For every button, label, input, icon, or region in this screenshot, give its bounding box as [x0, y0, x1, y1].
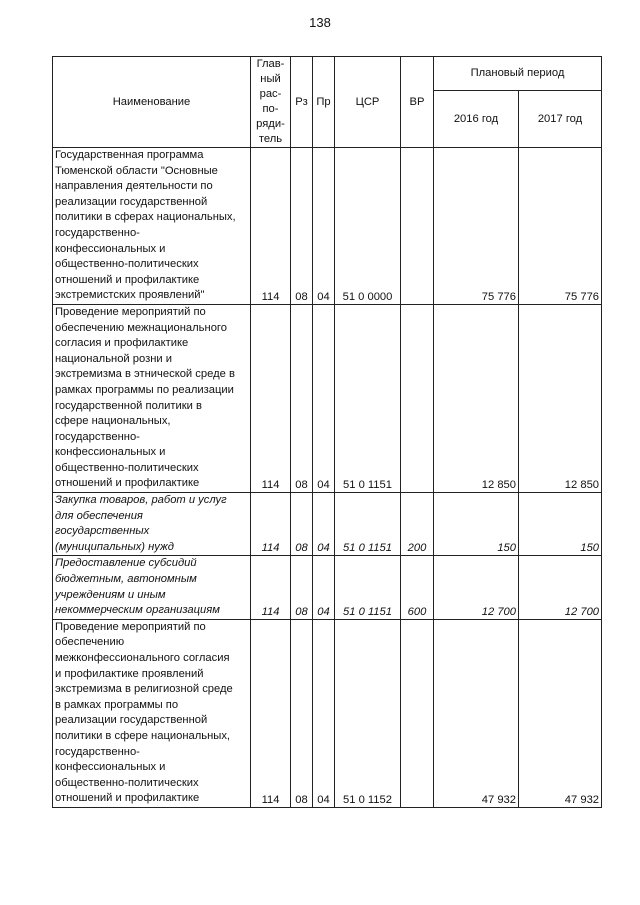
row-name-line: экстремизма в религиозной среде: [55, 683, 233, 696]
header-rz: Рз: [291, 57, 313, 148]
row-name-line: политики в сферах национальных,: [55, 211, 236, 224]
cell-vr: [401, 619, 434, 807]
row-name-line: реализации государственной: [55, 714, 208, 727]
row-name-line: согласия и профилактике: [55, 337, 189, 350]
row-name-line: рамках программы по реализации: [55, 383, 234, 396]
row-name-line: отношений и профилактике: [55, 477, 200, 490]
budget-table: [52, 56, 602, 808]
row-name-line: (муниципальных) нужд: [55, 540, 174, 553]
row-name-line: общественно-политических: [55, 776, 199, 789]
row-name-line: и профилактике проявлений: [55, 667, 204, 680]
row-name-line: Государственная программа: [55, 149, 204, 161]
header-pr: Пр: [313, 57, 335, 148]
cell-csr: 51 0 1152: [335, 619, 401, 807]
cell-pr: 04: [313, 493, 335, 556]
header-year-2017: 2017 год: [519, 90, 602, 147]
cell-ministry: 114: [251, 619, 291, 807]
cell-2017: 75 776: [519, 148, 602, 305]
cell-2016: 12 700: [434, 556, 519, 619]
row-name: [53, 493, 251, 556]
header-csr: ЦСР: [335, 57, 401, 148]
header-ministry-line: рас-: [259, 88, 282, 100]
header-ministry-line: ный: [260, 73, 281, 85]
row-name-line: бюджетным, автономным: [55, 573, 197, 586]
page-number: 138: [309, 15, 331, 30]
header-name: Наименование: [53, 57, 251, 148]
row-name-line: экстремизма в этнической среде в: [55, 368, 235, 381]
table-row: [53, 493, 602, 556]
header-planned-period: Плановый период: [434, 57, 602, 91]
cell-pr: 04: [313, 556, 335, 619]
table-row: [53, 304, 602, 492]
row-name-line: отношений и профилактике: [55, 792, 200, 805]
row-name-line: государственной политики в: [55, 399, 202, 412]
cell-ministry: 114: [251, 556, 291, 619]
row-name-line: некоммерческим организациям: [55, 604, 220, 617]
row-name: [53, 304, 251, 492]
row-name-line: Предоставление субсидий: [55, 557, 197, 570]
cell-csr: 51 0 1151: [335, 493, 401, 556]
cell-ministry: 114: [251, 304, 291, 492]
row-name-line: в рамках программы по: [55, 698, 179, 711]
row-name: [53, 148, 251, 305]
table-row: [53, 556, 602, 619]
cell-2016: 75 776: [434, 148, 519, 305]
row-name-line: сфере национальных,: [55, 415, 171, 428]
row-name-line: общественно-политических: [55, 461, 199, 474]
cell-2016: 150: [434, 493, 519, 556]
row-name-line: национальной розни и: [55, 352, 173, 365]
header-vr: ВР: [401, 57, 434, 148]
row-name-line: Тюменской области "Основные: [55, 164, 218, 177]
cell-rz: 08: [291, 556, 313, 619]
row-name-line: государственно-: [55, 745, 140, 758]
cell-2016: 12 850: [434, 304, 519, 492]
header-ministry-line: Глав-: [256, 58, 285, 70]
cell-pr: 04: [313, 148, 335, 305]
table-row: [53, 148, 602, 305]
row-name-line: для обеспечения: [55, 509, 143, 522]
cell-vr: [401, 304, 434, 492]
cell-vr: [401, 148, 434, 305]
row-name-line: конфессиональных и: [55, 242, 166, 255]
row-name: [53, 556, 251, 619]
row-name: [53, 619, 251, 807]
cell-rz: 08: [291, 619, 313, 807]
cell-2017: 12 850: [519, 304, 602, 492]
cell-ministry: 114: [251, 493, 291, 556]
row-name-line: экстремистских проявлений": [55, 289, 205, 302]
cell-2016: 47 932: [434, 619, 519, 807]
cell-rz: 08: [291, 493, 313, 556]
row-name-line: государственно-: [55, 430, 140, 443]
row-name-line: обеспечению межнационального: [55, 321, 227, 334]
cell-csr: 51 0 0000: [335, 148, 401, 305]
cell-vr: 200: [401, 493, 434, 556]
row-name-line: Закупка товаров, работ и услуг: [55, 494, 227, 507]
row-name-line: конфессиональных и: [55, 446, 166, 459]
cell-2017: 150: [519, 493, 602, 556]
row-name-line: политики в сфере национальных,: [55, 729, 231, 742]
cell-vr: 600: [401, 556, 434, 619]
row-name-line: конфессиональных и: [55, 761, 166, 774]
row-name-line: Проведение мероприятий по: [55, 305, 206, 318]
cell-ministry: 114: [251, 148, 291, 305]
row-name-line: Проведение мероприятий по: [55, 620, 206, 633]
row-name-line: государственных: [55, 525, 150, 538]
cell-2017: 12 700: [519, 556, 602, 619]
header-ministry: [251, 57, 291, 148]
cell-csr: 51 0 1151: [335, 556, 401, 619]
header-year-2016: 2016 год: [434, 90, 519, 147]
row-name-line: государственно-: [55, 226, 140, 239]
row-name-line: направления деятельности по: [55, 180, 213, 193]
row-name-line: обеспечению: [55, 636, 125, 649]
row-name-line: общественно-политических: [55, 258, 199, 271]
table-row: [53, 619, 602, 807]
row-name-line: межконфессионального согласия: [55, 652, 230, 664]
header-ministry-line: по-: [262, 103, 279, 115]
row-name-line: учреждениям и иным: [55, 588, 166, 601]
header-ministry-line: ряди-: [256, 118, 285, 130]
cell-csr: 51 0 1151: [335, 304, 401, 492]
cell-2017: 47 932: [519, 619, 602, 807]
cell-pr: 04: [313, 619, 335, 807]
cell-rz: 08: [291, 304, 313, 492]
row-name-line: реализации государственной: [55, 195, 208, 208]
row-name-line: отношений и профилактике: [55, 273, 200, 286]
cell-pr: 04: [313, 304, 335, 492]
header-ministry-line: тель: [258, 133, 283, 145]
cell-rz: 08: [291, 148, 313, 305]
